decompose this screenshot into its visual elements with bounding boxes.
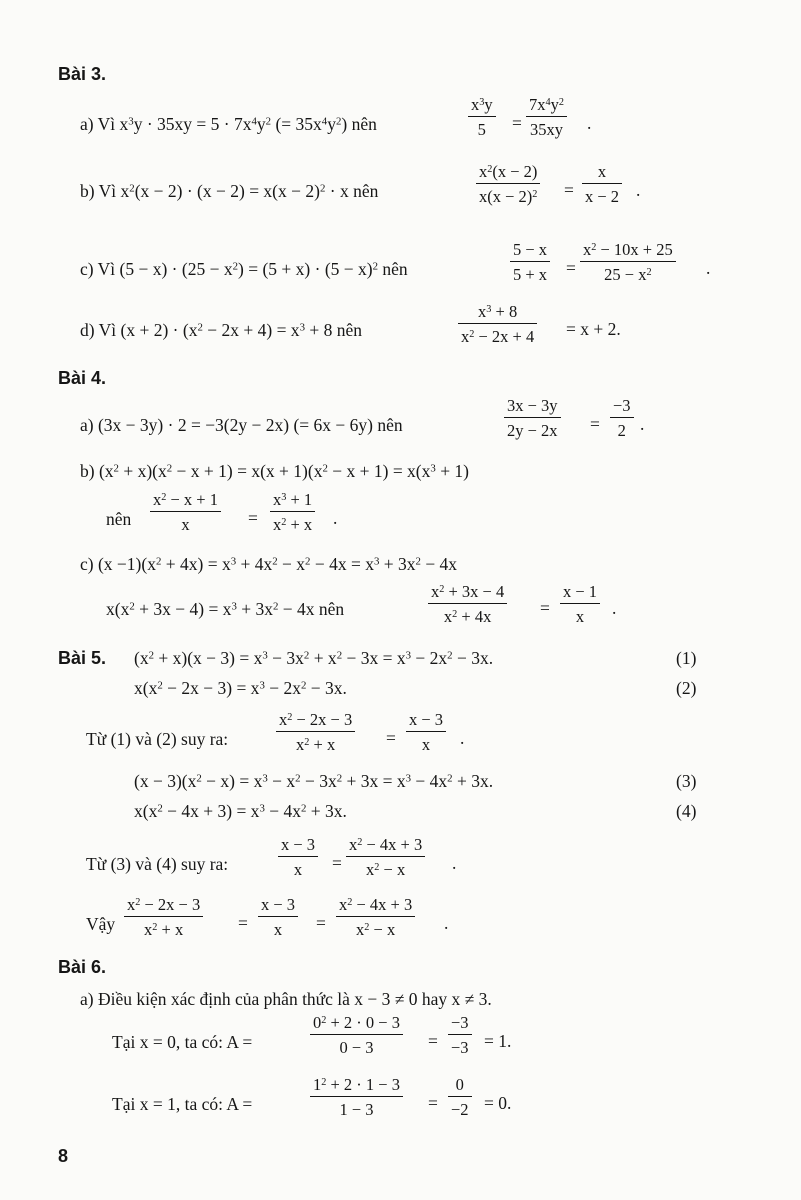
bai6-tai-x0: Tại x = 0, ta có: A = [112,1032,253,1052]
bai3-b-text: b) Vì $x^2(x - 2) \cdot (x - 2) = x(x - 2)^2 \cdot x$ nên [80,181,379,201]
bai4-b-nen: nên [106,509,132,529]
bai3-c-frac-left: $\frac{5 - x}{5 + x}$ [510,240,550,284]
bai6-frac-x1: $\frac{1^2 + 2 \cdot 1 - 3}{1 - 3}$ [310,1075,403,1119]
bai5-frac-f: $\frac{x - 3}{x}$ [258,895,298,939]
heading-bai-5: Bài 5. [58,648,107,668]
bai3-c-frac-right: $\frac{x^2 - 10x + 25}{25 - x^2}$ [580,240,676,284]
bai6-a-text: a) Điều kiện xác định của phân thức là x − 3 ≠ 0 hay x ≠ 3. [80,989,492,1009]
bai5-tu-1-2: Từ (1) và (2) suy ra: [86,729,229,749]
bai3-a-frac-left: $\frac{x^3y}{5}$ [468,95,496,139]
page-number: 8 [58,1146,69,1166]
bai3-b-frac-right: $\frac{x}{x - 2}$ [582,162,622,206]
bai5-vay: Vậy [86,914,116,934]
bai6-frac-x0: $\frac{0^2 + 2 \cdot 0 - 3}{0 - 3}$ [310,1013,403,1057]
heading-bai-4: Bài 4. [58,368,107,388]
bai3-b-frac-left: $\frac{x^2(x - 2)}{x(x - 2)^2}$ [476,162,540,206]
bai5-frac-d: $\frac{x^2 - 4x + 3}{x^2 - x}$ [346,835,425,879]
bai4-a-text: a) (3x − 3y) · 2 = −3(2y − 2x) (= 6x − 6y) nên [80,415,403,435]
bai4-b-text: b) $(x^2 + x)(x^2 - x + 1) = x(x + 1)(x^2 - x + 1) = x(x^3 + 1)$ [80,461,470,481]
bai3-d-frac: $\frac{x^3 + 8}{x^2 - 2x + 4}$ [458,302,537,346]
bai5-eq1: $(x^2 + x)(x - 3) = x^3 - 3x^2 + x^2 - 3x = x^3 - 2x^2 - 3x$. [134,648,494,668]
bai4-b-frac-left: $\frac{x^2 - x + 1}{x}$ [150,490,221,534]
bai5-frac-c: $\frac{x - 3}{x}$ [278,835,318,879]
eq-label-1: (1) [676,648,697,668]
bai4-c-frac-right: $\frac{x - 1}{x}$ [560,582,600,626]
bai3-c-text: c) Vì $(5 - x) \cdot (25 - x^2) = (5 + x) \cdot (5 - x)^2$ nên [80,259,408,279]
eq-label-3: (3) [676,771,697,791]
heading-bai-3: Bài 3. [58,64,107,84]
eq-label-2: (2) [676,678,697,698]
bai6-frac-x1-b: $\frac{0}{-2}$ [448,1075,472,1119]
bai6-frac-x0-b: $\frac{-3}{-3}$ [448,1013,472,1057]
bai5-eq3: $(x - 3)(x^2 - x) = x^3 - x^2 - 3x^2 + 3x = x^3 - 4x^2 + 3x$. [134,771,494,791]
bai4-a-frac-right: $\frac{-3}{2}$ [610,396,634,440]
equals-sign: = [512,113,522,133]
eq-label-4: (4) [676,801,697,821]
bai5-tu-3-4: Từ (3) và (4) suy ra: [86,854,229,874]
bai5-eq4: $x(x^2 - 4x + 3) = x^3 - 4x^2 + 3x$. [134,801,347,821]
bai5-eq2: $x(x^2 - 2x - 3) = x^3 - 2x^2 - 3x$. [134,678,347,698]
bai4-b-frac-right: $\frac{x^3 + 1}{x^2 + x}$ [270,490,315,534]
bai3-a-text: a) Vì $x^3y \cdot 35xy = 5 \cdot 7x^4y^2$ (= $35x^4y^2$) nên [80,114,377,134]
bai5-frac-e: $\frac{x^2 - 2x - 3}{x^2 + x}$ [124,895,203,939]
bai3-a-frac-right: $\frac{7x^4y^2}{35xy}$ [526,95,567,139]
heading-bai-6: Bài 6. [58,957,107,977]
bai5-frac-a: $\frac{x^2 - 2x - 3}{x^2 + x}$ [276,710,355,754]
bai3-d-text: d) Vì $(x + 2) \cdot (x^2 - 2x + 4) = x^3 + 8$ nên [80,320,363,340]
bai4-c-text: c) $(x -1)(x^2 + 4x) = x^3 + 4x^2 - x^2 - 4x = x^3 + 3x^2 - 4x$ [80,554,458,574]
bai4-a-frac-left: $\frac{3x - 3y}{2y - 2x}$ [504,396,561,440]
bai5-frac-g: $\frac{x^2 - 4x + 3}{x^2 - x}$ [336,895,415,939]
bai6-tai-x1: Tại x = 1, ta có: A = [112,1094,253,1114]
bai4-c-text2: $x(x^2 + 3x - 4) = x^3 + 3x^2 - 4x$ nên [106,599,345,619]
bai5-frac-b: $\frac{x - 3}{x}$ [406,710,446,754]
bai4-c-frac-left: $\frac{x^2 + 3x - 4}{x^2 + 4x}$ [428,582,507,626]
